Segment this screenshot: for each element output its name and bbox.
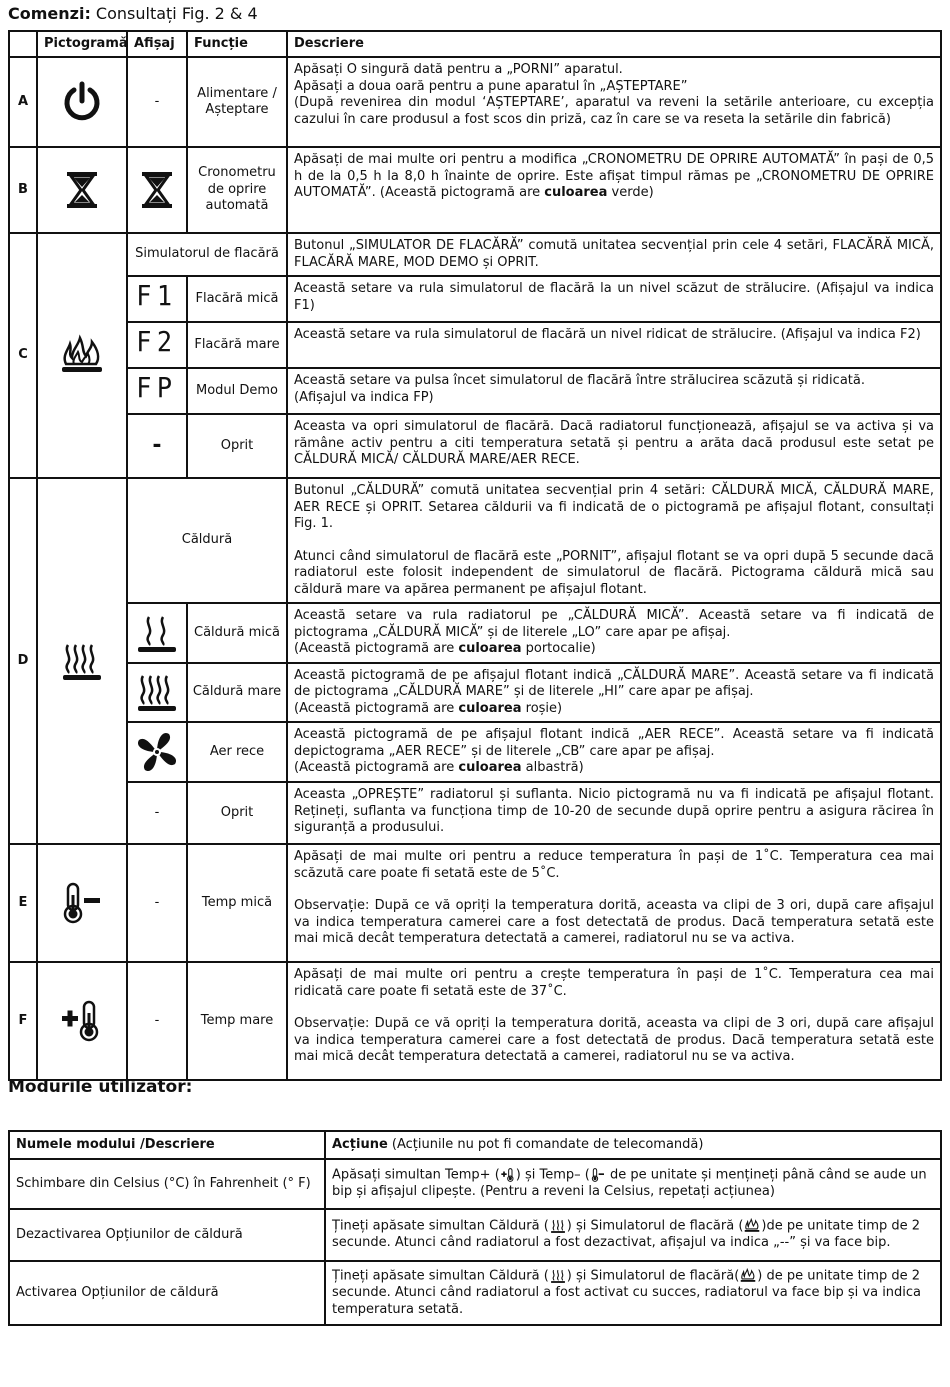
heat-icon	[549, 1218, 567, 1234]
table-row: Schimbare din Celsius (°C) în Fahrenheit (° F) Apăsați simultan Temp+ ( ) și Temp– ( de pe unitate și mențineți până când se aude un bip și afișajul clipește. (Pentru a reveni la Celsius, repetați acțiunea)	[9, 1159, 941, 1209]
row-f: F - Temp mare Apăsați de mai multe ori pentru a crește temperatura în pași de 1˚C. Temperatura cea mai ridicată care poate fi setată este de 37˚C. Observație: După ce vă opriți la temperatura dorită, aceasta va clipi de 3 ori, după care afișajul va indica temperatura camerei care a fost detectată de produs. Dacă temperatura setată este mai mică decât temperatura detectată a camerei, radiatorul nu se va activa.	[9, 962, 941, 1080]
section-heading: Modurile utilizator:	[8, 1077, 193, 1097]
thermometer-minus-icon	[590, 1167, 606, 1183]
row-b: B Cronometru de oprire automată Apăsați de mai multe ori pentru a modifica „CRONOMETRU DE OPRIRE AUTOMATĂ” în pași de 0,5 h de la 0,5 h la 8,0 h înainte de oprire. Este afișat timpul rămas pe „CRONOMETRU DE OPRIRE AUTOMATĂ”. (Această pictogramă are culoarea verde)	[9, 147, 941, 233]
flame-icon	[743, 1218, 761, 1234]
thermometer-minus-icon	[38, 881, 126, 925]
hourglass-icon	[38, 170, 126, 210]
high-heat-icon	[128, 670, 186, 714]
controls-table: Pictogramă Afișaj Funcție Descriere A - Alimentare / Așteptare Apăsați O singură dată pentru a „PORNI” aparatul. Apăsați a doua oară pentru a pune aparatul în „AȘTEPTARE” (După revenirea din modul ‘AȘTEPTARE’, aparatul va reveni la setările anterioare, cu excepția cazului în care produsul a fost scos din priză, caz în care se va reseta la setările din fabrică) B Cronometru de oprire automată Apăsați de mai multe ori pentru a modifica „CRONOMETRU DE OPRIRE AUTOMATĂ” în pași de 0,5 h de la 0,5 h la 8,0 h înainte de oprire. Este afișat timpul rămas pe „CRONOMETRU DE OPRIRE AUTOMATĂ”. (Această pictogramă are culoarea verde) C Simulatorul de flacără Butonul „SIMULATOR DE FLACĂRĂ” comută unitatea secvențial prin cele 4 setări, FLACĂRĂ MICĂ, FLACĂRĂ MARE, MOD DEMO și OPRIT. F1 Flacără mică Această setare va rula simulatorul de flacără la un nivel scăzut de strălucire. (Afișajul va indica F1) F2 Flacără mare Această setare va rula simulatorul de flacără un nivel ridicat de strălucire. (Afișajul va indica F2) FP Modul Demo Această setare va pulsa încet simulatorul de flacără între strălucirea scăzută și ridicată. (Afișajul va indica FP) - Oprit Aceasta va opri simulatorul de flacără. Dacă radiatorul funcționează, afișajul se va activa și va rămâne activ pentru a citi temperatura setată și pentru a arăta dacă produsul este setat pe CĂLDURĂ MICĂ/ CĂLDURĂ MARE/AER RECE. D Căldură Butonul „CĂLDURĂ” comută unitatea secvențial prin 4 setări: CĂLDURĂ MICĂ, CĂLDURĂ MARE, AER RECE și OPRIT. Setarea căldurii va fi indicată de o pictogramă pe afișajul flotant, consultați Fig. 1. Atunci când simulatorul de flacără este „PORNIT”, afișajul flotant se va opri după 5 secunde dacă radiatorul este folosit independent de simulatorul de flacără. Pictograma căldură mică sau căldură mare va apărea permanent pe afișajul flotant. Căldură mică Această setare va rula radiatorul pe „CĂLDURĂ MICĂ”. Această setare va fi indicată de pictograma „CĂLDURĂ MICĂ” și de literele „LO” care apar pe afișaj. (Această pictogramă are culoarea portocalie) Căldură mare Această pictogramă de pe afișajul flotant indică „CĂLDURĂ MARE”. Această setare va fi indicată de pictograma „CĂLDURĂ MARE” și de literele „HI” care apar pe afișaj. (Această pictogramă are culoarea roșie) Aer rece Această pictogramă de pe afișajul flotant indică „AER RECE”. Această setare va fi indicată depictograma „AER RECE” și de literele „CB” care apar pe afișaj. (Această pictogramă are culoarea albastră) - Oprit Aceasta „OPREȘTE” radiatorul și suflanta. Nicio pictogramă nu va fi indicată pe afișajul flotant. Rețineți, suflanta va funcționa timp de 10-20 de secunde după oprire pentru a asigura răcirea în siguranță a produsului. E - Temp mică Apăsați de mai multe ori pentru a reduce temperatura în pași de 1˚C. Temperatura cea mai scăzută care poate fi setată este de 5˚C. Observație: După ce vă opriți la temperatura dorită, aceasta va clipi de 3 ori, după care afișajul va indica temperatura camerei care a fost detectată de produs. Dacă temperatura setată este mai mică decât temperatura detectată a camerei, radiatorul nu se va activa. F - Temp mare Apăsați de mai multe ori pentru a crește temperatura în pași de 1˚C. Temperatura cea mai ridicată care poate fi setată este de 37˚C. Observație: După ce vă opriți la temperatura dorită, aceasta va clipi de 3 ori, după care afișajul va indica temperatura camerei care a fost detectată de produs. Dacă temperatura setată este mai mică decât temperatura detectată a camerei, radiatorul nu se va activa.	[8, 30, 942, 1081]
heat-icon	[549, 1268, 567, 1284]
header-display: Afișaj	[127, 31, 187, 57]
hourglass-display-icon	[128, 170, 186, 210]
flame-icon	[739, 1268, 757, 1284]
row-c: C Simulatorul de flacără Butonul „SIMULATOR DE FLACĂRĂ” comută unitatea secvențial prin cele 4 setări, FLACĂRĂ MICĂ, FLACĂRĂ MARE, MOD DEMO și OPRIT.	[9, 233, 941, 276]
fan-icon	[128, 730, 186, 774]
header-pictogram: Pictogramă	[37, 31, 127, 57]
flame-icon	[38, 334, 126, 378]
row-e: E - Temp mică Apăsați de mai multe ori pentru a reduce temperatura în pași de 1˚C. Temperatura cea mai scăzută care poate fi setată este de 5˚C. Observație: După ce vă opriți la temperatura dorită, aceasta va clipi de 3 ori, după care afișajul va indica temperatura camerei care a fost detectată de produs. Dacă temperatura setată este mai mică decât temperatura detectată a camerei, radiatorul nu se va activa.	[9, 844, 941, 962]
power-icon	[38, 81, 126, 123]
header-description: Descriere	[287, 31, 941, 57]
display-f2: F2	[136, 324, 178, 358]
table-row: Dezactivarea Opțiunilor de căldură Țineți apăsate simultan Căldură ( ) și Simulatorul de flacără ( )de pe unitate timp de 2 secunde. Atunci când radiatorul a fost dezactivat, afișajul va indica „--” și va face bip.	[9, 1209, 941, 1261]
low-heat-icon	[128, 611, 186, 655]
table-row: Activarea Opțiunilor de căldură Țineți apăsate simultan Căldură ( ) și Simulatorul de flacără( ) de pe unitate timp de 2 secunde. Atunci când radiatorul a fost activat cu succes, radiatorul va face bip și va indica temperatura setată.	[9, 1261, 941, 1325]
row-letter: A	[9, 57, 37, 147]
display-fp: FP	[136, 370, 178, 404]
user-modes-table	[8, 1130, 942, 1326]
header-function: Funcție	[187, 31, 287, 57]
display-f1: F1	[136, 278, 178, 312]
thermometer-plus-icon	[38, 999, 126, 1043]
row-a: A - Alimentare / Așteptare Apăsați O singură dată pentru a „PORNI” aparatul. Apăsați a doua oară pentru a pune aparatul în „AȘTEPTARE” (După revenirea din modul ‘AȘTEPTARE’, aparatul va reveni la setările anterioare, cu excepția cazului în care produsul a fost scos din priză, caz în care se va reseta la setările din fabrică)	[9, 57, 941, 147]
table-header-row: Numele modului /Descriere Acțiune (Acțiunile nu pot fi comandate de telecomandă)	[9, 1131, 941, 1159]
heat-icon	[38, 639, 126, 683]
page-title: Comenzi: Consultați Fig. 2 & 4	[8, 4, 258, 23]
row-d: D Căldură Butonul „CĂLDURĂ” comută unitatea secvențial prin 4 setări: CĂLDURĂ MICĂ, CĂLDURĂ MARE, AER RECE și OPRIT. Setarea căldurii va fi indicată de o pictogramă pe afișajul flotant, consultați Fig. 1. Atunci când simulatorul de flacără este „PORNIT”, afișajul flotant se va opri după 5 secunde dacă radiatorul este folosit independent de simulatorul de flacără. Pictograma căldură mică sau căldură mare va apărea permanent pe afișajul flotant.	[9, 478, 941, 603]
table-header-row	[9, 31, 941, 57]
thermometer-plus-icon	[500, 1167, 516, 1183]
